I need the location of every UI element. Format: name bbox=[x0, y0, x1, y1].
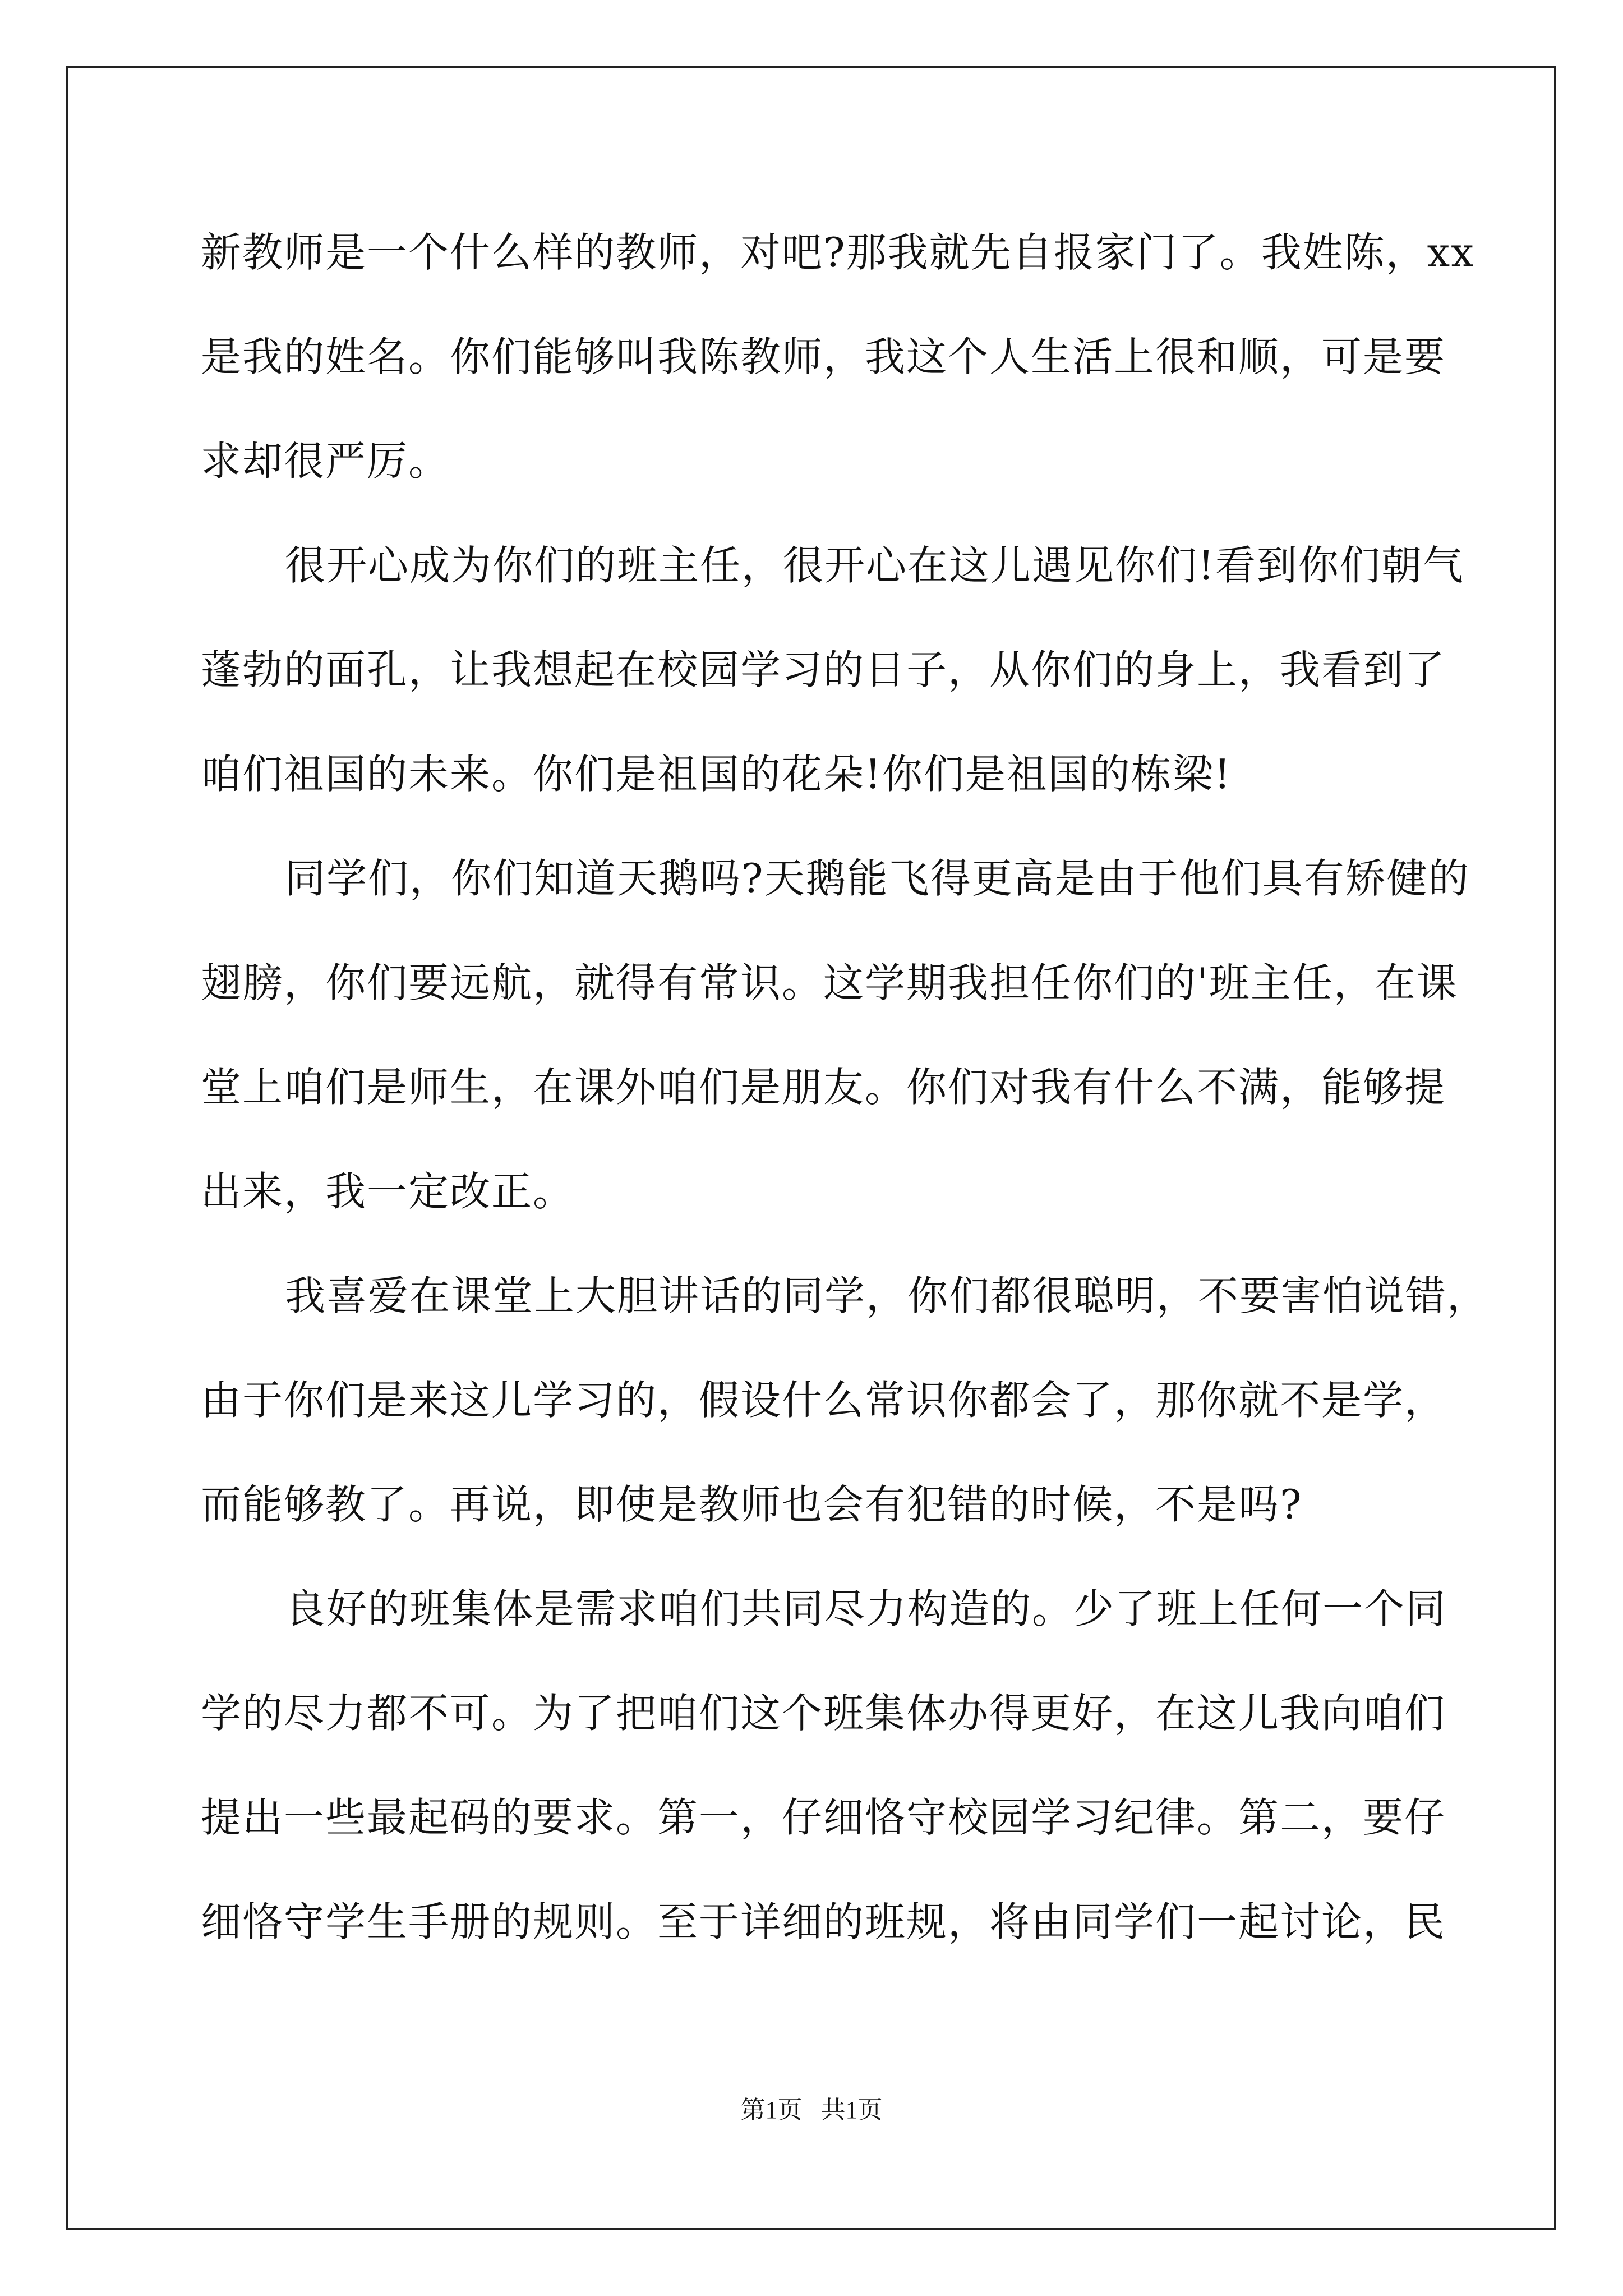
document-body bbox=[201, 224, 1489, 1998]
text-line: 翅膀，你们要远航，就得有常识。这学期我担任你们的'班主任，在课 bbox=[201, 959, 1458, 1006]
text-line: 咱们祖国的未来。你们是祖国的花朵!你们是祖国的栋梁! bbox=[201, 751, 1232, 798]
text-line: 蓬勃的面孔，让我想起在校园学习的日子，从你们的身上，我看到了 bbox=[201, 646, 1446, 693]
text-line: 堂上咱们是师生，在课外咱们是朋友。你们对我有什么不满，能够提 bbox=[201, 1064, 1446, 1111]
text-line: 细恪守学生手册的规则。至于详细的班规，将由同学们一起讨论，民 bbox=[201, 1898, 1446, 1945]
text-line: 而能够教了。再说，即使是教师也会有犯错的时候，不是吗? bbox=[201, 1481, 1303, 1528]
text-line: 提出一些最起码的要求。第一，仔细恪守校园学习纪律。第二，要仔 bbox=[201, 1794, 1446, 1841]
text-line: 出来，我一定改正。 bbox=[201, 1168, 575, 1215]
text-line: 求却很严厉。 bbox=[201, 438, 450, 485]
paragraph-first-line: 良好的班集体是需求咱们共同尽力构造的。少了班上任何一个同 bbox=[285, 1585, 1447, 1632]
text-line: 新教师是一个什么样的教师，对吧?那我就先自报家门了。我姓陈，xx bbox=[201, 229, 1475, 276]
paragraph-first-line: 很开心成为你们的班主任，很开心在这儿遇见你们!看到你们朝气 bbox=[285, 542, 1464, 589]
text-line: 由于你们是来这儿学习的，假设什么常识你都会了，那你就不是学， bbox=[201, 1377, 1446, 1424]
text-line: 学的尽力都不可。为了把咱们这个班集体办得更好，在这儿我向咱们 bbox=[201, 1690, 1446, 1737]
paragraph-first-line: 我喜爱在课堂上大胆讲话的同学，你们都很聪明，不要害怕说错， bbox=[285, 1272, 1489, 1319]
page-footer: 第1页 共1页 bbox=[740, 2096, 883, 2124]
paragraph-first-line: 同学们，你们知道天鹅吗?天鹅能飞得更高是由于他们具有矫健的 bbox=[285, 855, 1470, 902]
text-line: 是我的姓名。你们能够叫我陈教师，我这个人生活上很和顺，可是要 bbox=[201, 333, 1446, 380]
